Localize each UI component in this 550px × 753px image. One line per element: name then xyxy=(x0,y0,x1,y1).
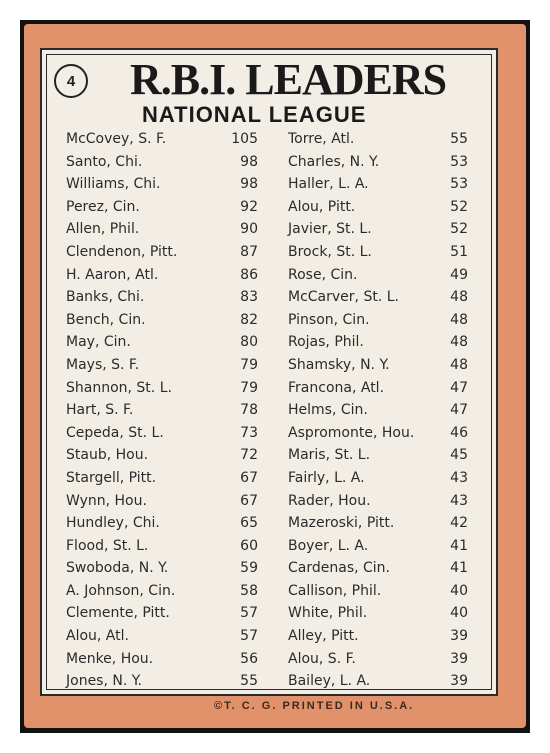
card-subtitle: NATIONAL LEAGUE xyxy=(142,102,367,127)
player-name: Alou, S. F. xyxy=(288,650,356,667)
rbi-value: 83 xyxy=(240,289,258,306)
player-name: Santo, Chi. xyxy=(66,153,143,170)
player-name: Hart, S. F. xyxy=(66,402,134,419)
rbi-value: 72 xyxy=(240,447,258,464)
player-name: Cardenas, Cin. xyxy=(288,560,390,577)
player-name: McCarver, St. L. xyxy=(288,289,399,306)
rbi-value: 53 xyxy=(450,153,468,170)
rbi-value: 52 xyxy=(450,221,468,238)
rbi-value: 80 xyxy=(240,334,258,351)
rbi-value: 42 xyxy=(450,515,468,532)
player-name: Hundley, Chi. xyxy=(66,515,160,532)
rbi-value: 65 xyxy=(240,515,258,532)
rbi-value: 43 xyxy=(450,469,468,486)
rbi-value: 87 xyxy=(240,243,258,260)
rbi-value: 90 xyxy=(240,221,258,238)
player-name: Fairly, L. A. xyxy=(288,469,365,486)
rbi-value: 45 xyxy=(450,447,468,464)
player-name: A. Johnson, Cin. xyxy=(66,582,176,599)
player-name: Torre, Atl. xyxy=(288,131,355,147)
rbi-value: 40 xyxy=(450,605,468,622)
rbi-value: 67 xyxy=(240,492,258,509)
player-name: Mays, S. F. xyxy=(66,356,140,373)
player-name: Shannon, St. L. xyxy=(66,379,172,396)
rbi-value: 53 xyxy=(450,176,468,193)
player-name: Charles, N. Y. xyxy=(288,153,380,170)
player-name: Williams, Chi. xyxy=(66,176,161,193)
rbi-value: 98 xyxy=(240,176,258,193)
player-name: Alou, Pitt. xyxy=(288,198,356,215)
rbi-value: 57 xyxy=(240,628,258,645)
player-name: Jones, N. Y. xyxy=(66,673,142,690)
player-name: Perez, Cin. xyxy=(66,198,140,215)
player-name: Flood, St. L. xyxy=(66,537,149,554)
player-name: Banks, Chi. xyxy=(66,289,145,306)
player-name: H. Aaron, Atl. xyxy=(66,266,159,283)
player-name: Alou, Atl. xyxy=(66,628,129,645)
player-name: McCovey, S. F. xyxy=(66,131,167,147)
rbi-value: 58 xyxy=(240,582,258,599)
player-name: Callison, Phil. xyxy=(288,582,382,599)
rbi-value: 47 xyxy=(450,379,468,396)
player-name: Swoboda, N. Y. xyxy=(66,560,169,577)
rbi-value: 52 xyxy=(450,198,468,215)
rbi-value: 48 xyxy=(450,289,468,306)
player-name: Rose, Cin. xyxy=(288,266,358,283)
player-name: Haller, L. A. xyxy=(288,176,369,193)
player-name: Alley, Pitt. xyxy=(288,628,359,645)
rbi-value: 39 xyxy=(450,673,468,690)
player-name: Rader, Hou. xyxy=(288,492,371,509)
rbi-value: 60 xyxy=(240,537,258,554)
player-name: Mazeroski, Pitt. xyxy=(288,515,395,532)
rbi-value: 39 xyxy=(450,628,468,645)
rbi-value: 48 xyxy=(450,311,468,328)
rbi-value: 47 xyxy=(450,402,468,419)
rbi-value: 39 xyxy=(450,650,468,667)
card-number-badge xyxy=(54,64,88,98)
player-name: Maris, St. L. xyxy=(288,447,371,464)
rbi-value: 92 xyxy=(240,198,258,215)
rbi-value: 73 xyxy=(240,424,258,441)
rbi-value: 48 xyxy=(450,356,468,373)
rbi-value: 82 xyxy=(240,311,258,328)
player-name: Aspromonte, Hou. xyxy=(288,424,415,441)
player-name: May, Cin. xyxy=(66,334,131,351)
rbi-value: 98 xyxy=(240,153,258,170)
player-name: Staub, Hou. xyxy=(66,447,149,464)
player-name: Menke, Hou. xyxy=(66,650,154,667)
player-name: Stargell, Pitt. xyxy=(66,469,157,486)
player-name: Francona, Atl. xyxy=(288,379,385,396)
player-name: Boyer, L. A. xyxy=(288,537,369,554)
rbi-value: 55 xyxy=(240,673,258,690)
rbi-value: 49 xyxy=(450,266,468,283)
rbi-value: 57 xyxy=(240,605,258,622)
rbi-value: 41 xyxy=(450,560,468,577)
player-name: Bench, Cin. xyxy=(66,311,146,328)
rbi-value: 51 xyxy=(450,243,468,260)
rbi-value: 105 xyxy=(231,131,258,147)
rbi-value: 48 xyxy=(450,334,468,351)
player-name: Wynn, Hou. xyxy=(66,492,147,509)
player-name: Helms, Cin. xyxy=(288,402,368,419)
player-name: Clendenon, Pitt. xyxy=(66,243,178,260)
player-name: Shamsky, N. Y. xyxy=(288,356,390,373)
player-name: Allen, Phil. xyxy=(66,221,140,238)
rbi-value: 67 xyxy=(240,469,258,486)
rbi-value: 79 xyxy=(240,379,258,396)
player-name: Clemente, Pitt. xyxy=(66,605,170,622)
rbi-value: 43 xyxy=(450,492,468,509)
player-name: Cepeda, St. L. xyxy=(66,424,164,441)
rbi-value: 86 xyxy=(240,266,258,283)
player-name: Brock, St. L. xyxy=(288,243,372,260)
card-number: 4 xyxy=(66,72,76,90)
rbi-value: 59 xyxy=(240,560,258,577)
player-name: White, Phil. xyxy=(288,605,368,622)
rbi-value: 41 xyxy=(450,537,468,554)
card-title: R.B.I. LEADERS xyxy=(130,55,447,104)
printer-credit: ©T. C. G. PRINTED IN U.S.A. xyxy=(214,700,415,712)
rbi-value: 46 xyxy=(450,424,468,441)
player-name: Rojas, Phil. xyxy=(288,334,364,351)
player-name: Pinson, Cin. xyxy=(288,311,370,328)
rbi-value: 79 xyxy=(240,356,258,373)
rbi-value: 55 xyxy=(450,131,468,147)
rbi-value: 78 xyxy=(240,402,258,419)
rbi-value: 40 xyxy=(450,582,468,599)
rbi-value: 56 xyxy=(240,650,258,667)
player-name: Bailey, L. A. xyxy=(288,673,371,690)
player-name: Javier, St. L. xyxy=(288,221,372,238)
